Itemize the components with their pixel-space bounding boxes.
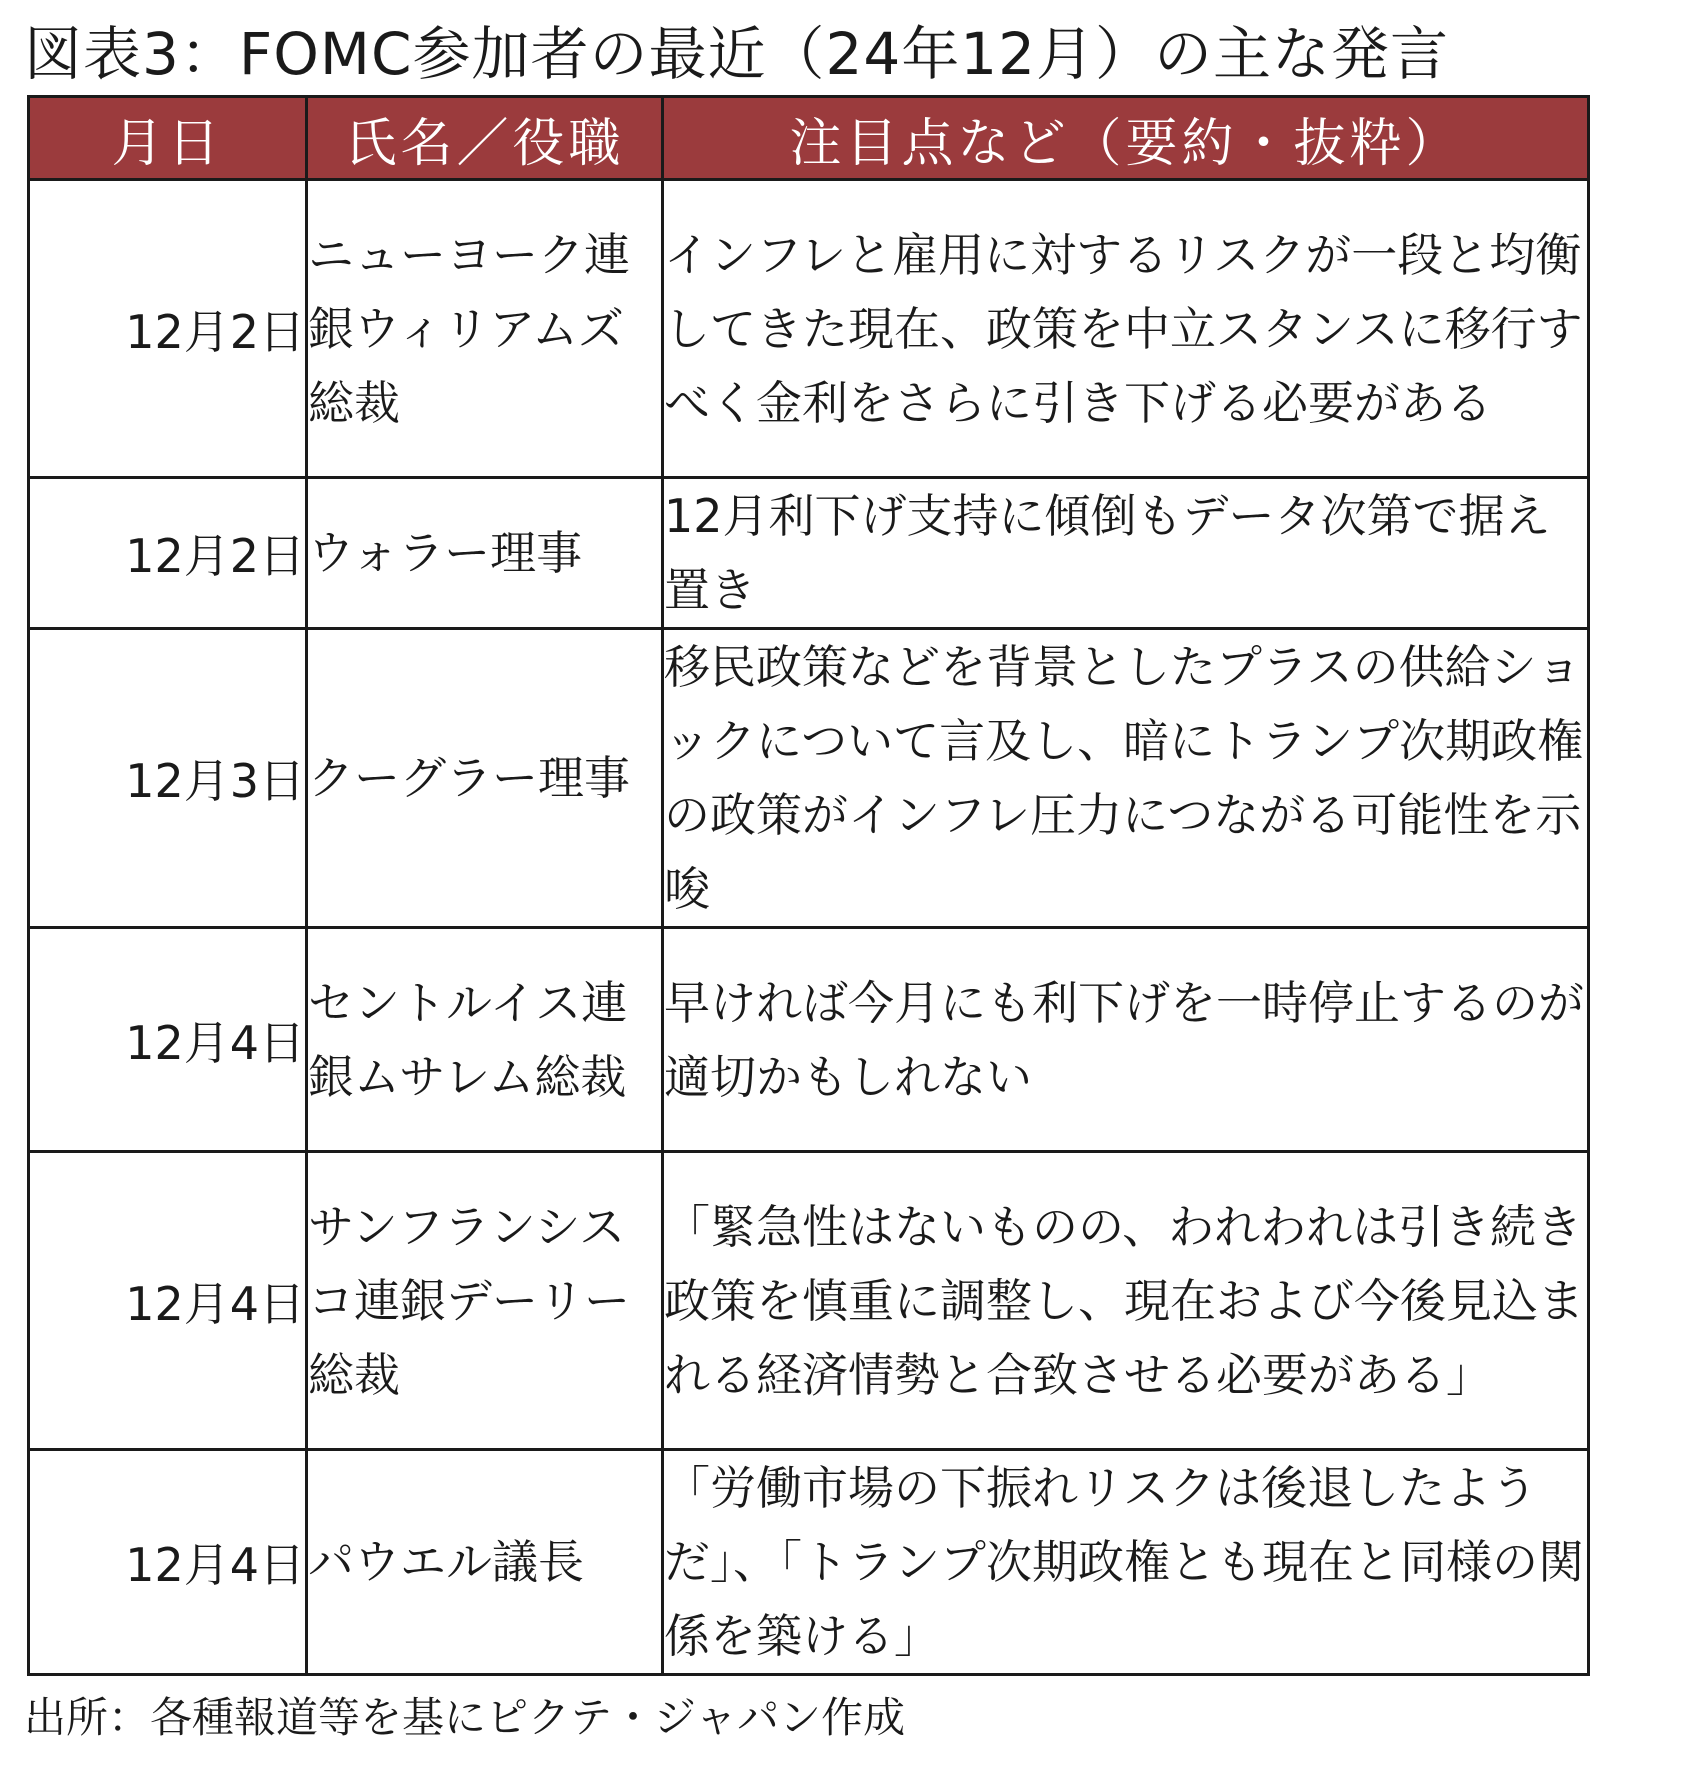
row-date: 12月2日 [29, 478, 307, 629]
row-date: 12月4日 [29, 1450, 307, 1675]
chart-title: 図表3：FOMC参加者の最近（24年12月）の主な発言 [24, 20, 1450, 88]
row-note: 「労働市場の下振れリスクは後退したようだ」、「トランプ次期政権とも現在と同様の関係を築ける」 [663, 1450, 1589, 1675]
row-name: ウォラー理事 [307, 478, 663, 629]
table-row [29, 1450, 1589, 1675]
row-date: 12月4日 [29, 1152, 307, 1450]
row-date: 12月2日 [29, 180, 307, 478]
row-name: サンフランシスコ連銀デーリー総裁 [307, 1152, 663, 1450]
table-row [29, 180, 1589, 478]
header-date: 月日 [29, 97, 307, 180]
row-name: ニューヨーク連銀ウィリアムズ総裁 [307, 180, 663, 478]
row-name: クーグラー理事 [307, 629, 663, 928]
row-note: 12月利下げ支持に傾倒もデータ次第で据え置き [663, 478, 1589, 629]
table-row [29, 478, 1589, 629]
row-name: セントルイス連銀ムサレム総裁 [307, 928, 663, 1152]
fomc-remarks-table [27, 95, 1590, 1676]
row-name: パウエル議長 [307, 1450, 663, 1675]
row-date: 12月3日 [29, 629, 307, 928]
table-header-row [29, 97, 1589, 180]
table-row [29, 629, 1589, 928]
row-note: 移民政策などを背景としたプラスの供給ショックについて言及し、暗にトランプ次期政権の政策がインフレ圧力につながる可能性を示唆 [663, 629, 1589, 928]
table-row [29, 928, 1589, 1152]
header-note: 注目点など（要約・抜粋） [663, 97, 1589, 180]
row-note: インフレと雇用に対するリスクが一段と均衡してきた現在、政策を中立スタンスに移行すべく金利をさらに引き下げる必要がある [663, 180, 1589, 478]
row-date: 12月4日 [29, 928, 307, 1152]
table-row [29, 1152, 1589, 1450]
row-note: 早ければ今月にも利下げを一時停止するのが適切かもしれない [663, 928, 1589, 1152]
header-name: 氏名／役職 [307, 97, 663, 180]
source-note: 出所：各種報道等を基にピクテ・ジャパン作成 [24, 1693, 906, 1742]
row-note: 「緊急性はないものの、われわれは引き続き政策を慎重に調整し、現在および今後見込まれる経済情勢と合致させる必要がある」 [663, 1152, 1589, 1450]
